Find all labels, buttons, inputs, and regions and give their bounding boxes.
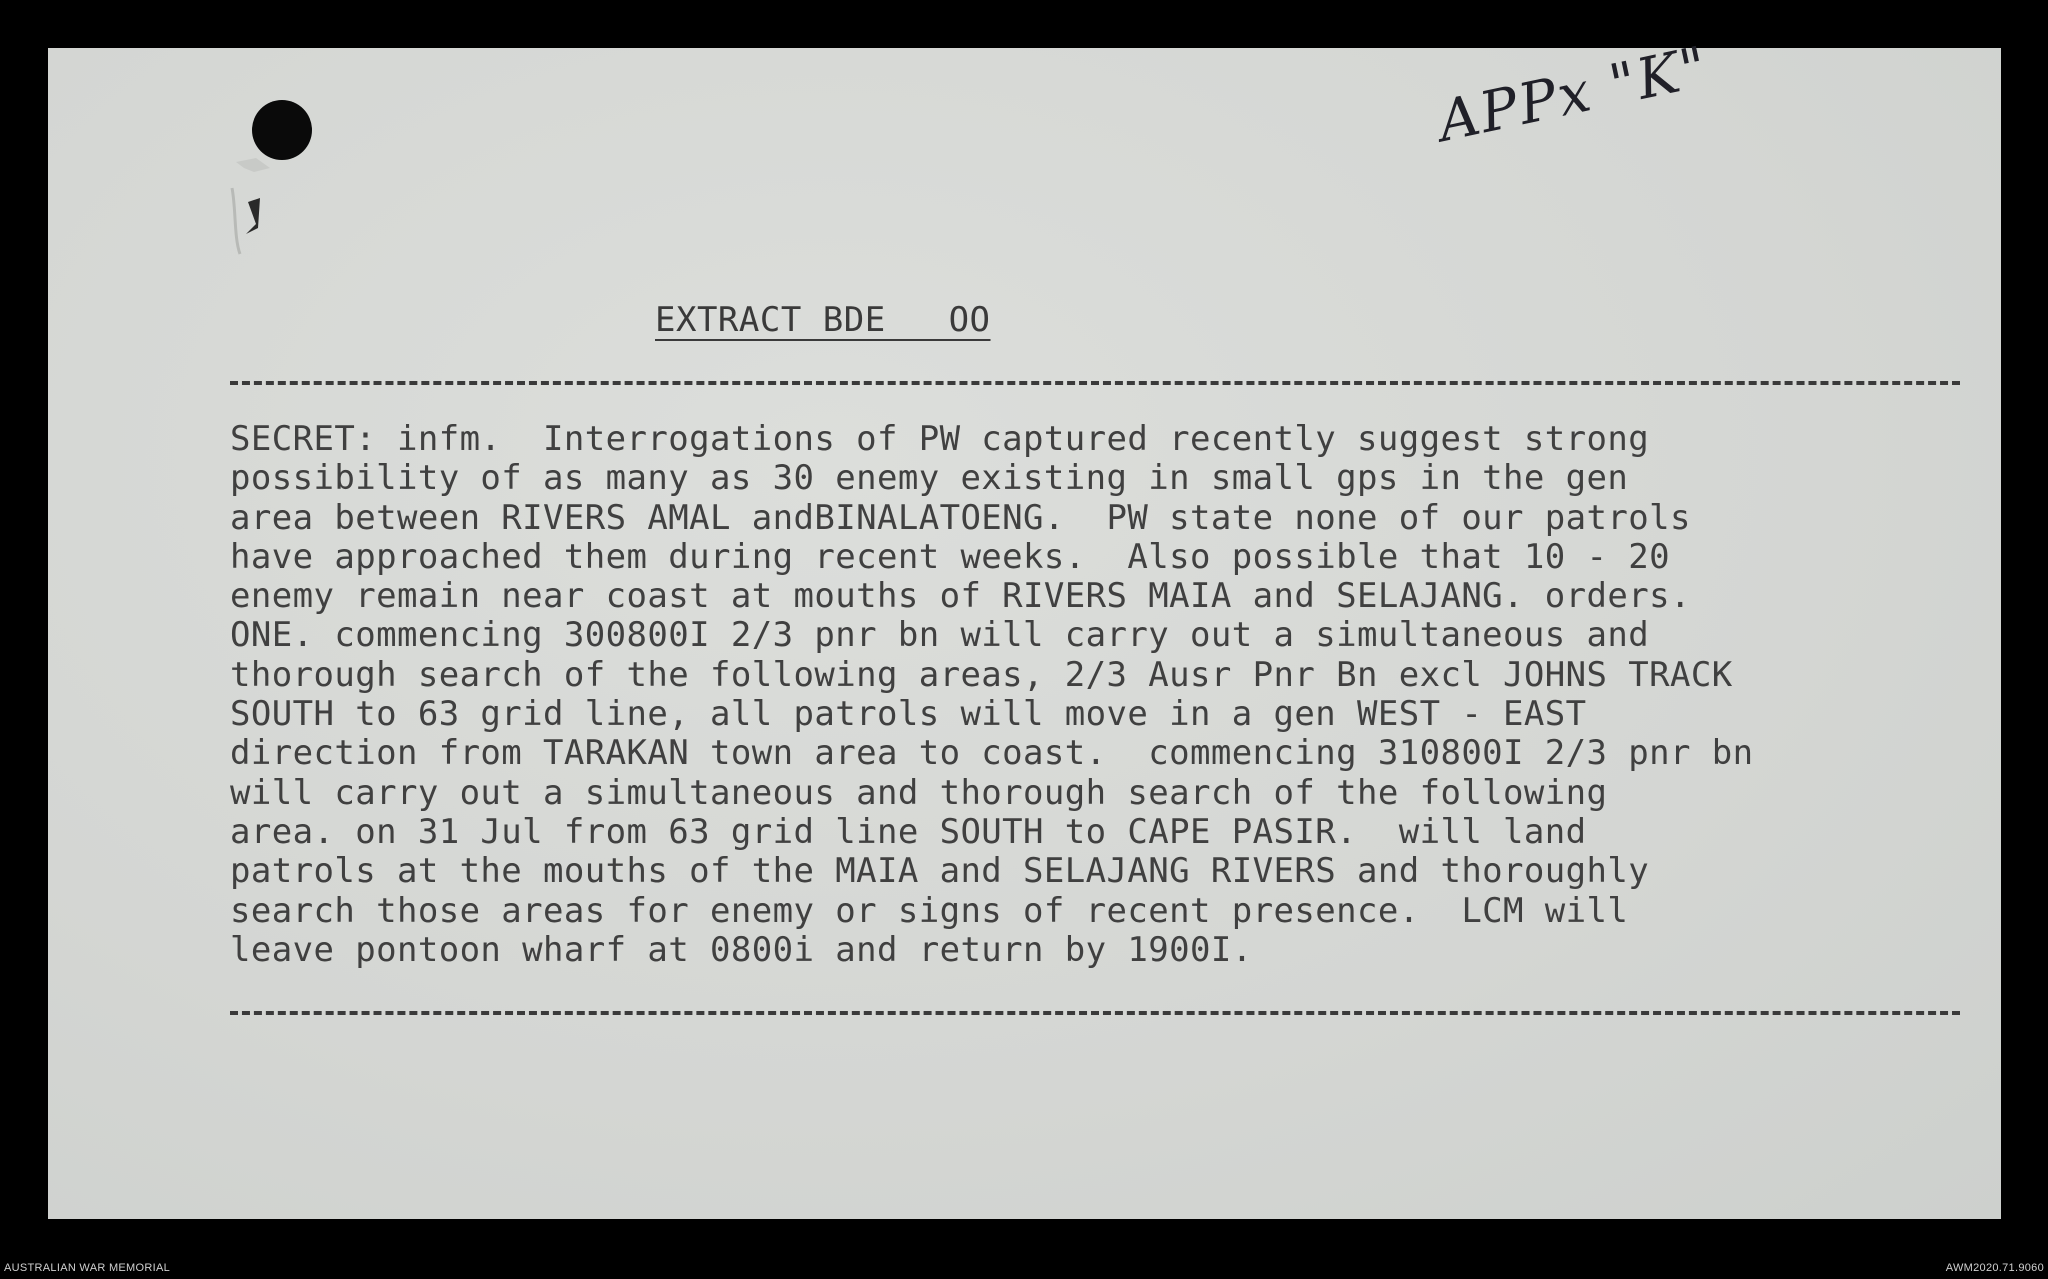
body-line: enemy remain near coast at mouths of RIVERS MAIA and SELAJANG. orders. (230, 576, 1691, 617)
body-line: thorough search of the following areas, 2/3 Ausr Pnr Bn excl JOHNS TRACK (230, 654, 1733, 695)
document-heading: EXTRACT BDE OO (655, 300, 991, 340)
body-line: search those areas for enemy or signs of recent presence. LCM will (230, 890, 1629, 931)
body-line: leave pontoon wharf at 0800i and return by 1900I. (230, 929, 1253, 970)
punch-hole (252, 100, 312, 160)
paper-tear-mark (226, 158, 286, 268)
body-line: patrols at the mouths of the MAIA and SELAJANG RIVERS and thoroughly (230, 851, 1650, 892)
archive-credit: AUSTRALIAN WAR MEMORIAL (4, 1262, 171, 1274)
document-body (230, 420, 1990, 970)
dashed-divider-top (230, 381, 1960, 385)
body-line: area. on 31 Jul from 63 grid line SOUTH to CAPE PASIR. will land (230, 811, 1587, 852)
handwritten-annotation (1432, 34, 1746, 220)
body-line: possibility of as many as 30 enemy existing in small gps in the gen (230, 458, 1629, 499)
body-line: will carry out a simultaneous and thorough search of the following (230, 772, 1608, 813)
body-line: have approached them during recent weeks. Also possible that 10 - 20 (230, 536, 1671, 577)
body-line: SECRET: infm. Interrogations of PW captured recently suggest strong (230, 419, 1650, 459)
body-line: area between RIVERS AMAL andBINALATOENG. PW state none of our patrols (230, 497, 1691, 538)
body-line: direction from TARAKAN town area to coast. commencing 310800I 2/3 pnr bn (230, 733, 1754, 774)
dashed-divider-bottom (230, 1011, 1960, 1015)
annotation-text: APPx "K" (1432, 34, 1715, 156)
archive-reference: AWM2020.71.9060 (1945, 1262, 2044, 1274)
body-line: SOUTH to 63 grid line, all patrols will move in a gen WEST - EAST (230, 694, 1587, 735)
document-page (48, 34, 2001, 1219)
body-line: ONE. commencing 300800I 2/3 pnr bn will carry out a simultaneous and (230, 615, 1650, 656)
